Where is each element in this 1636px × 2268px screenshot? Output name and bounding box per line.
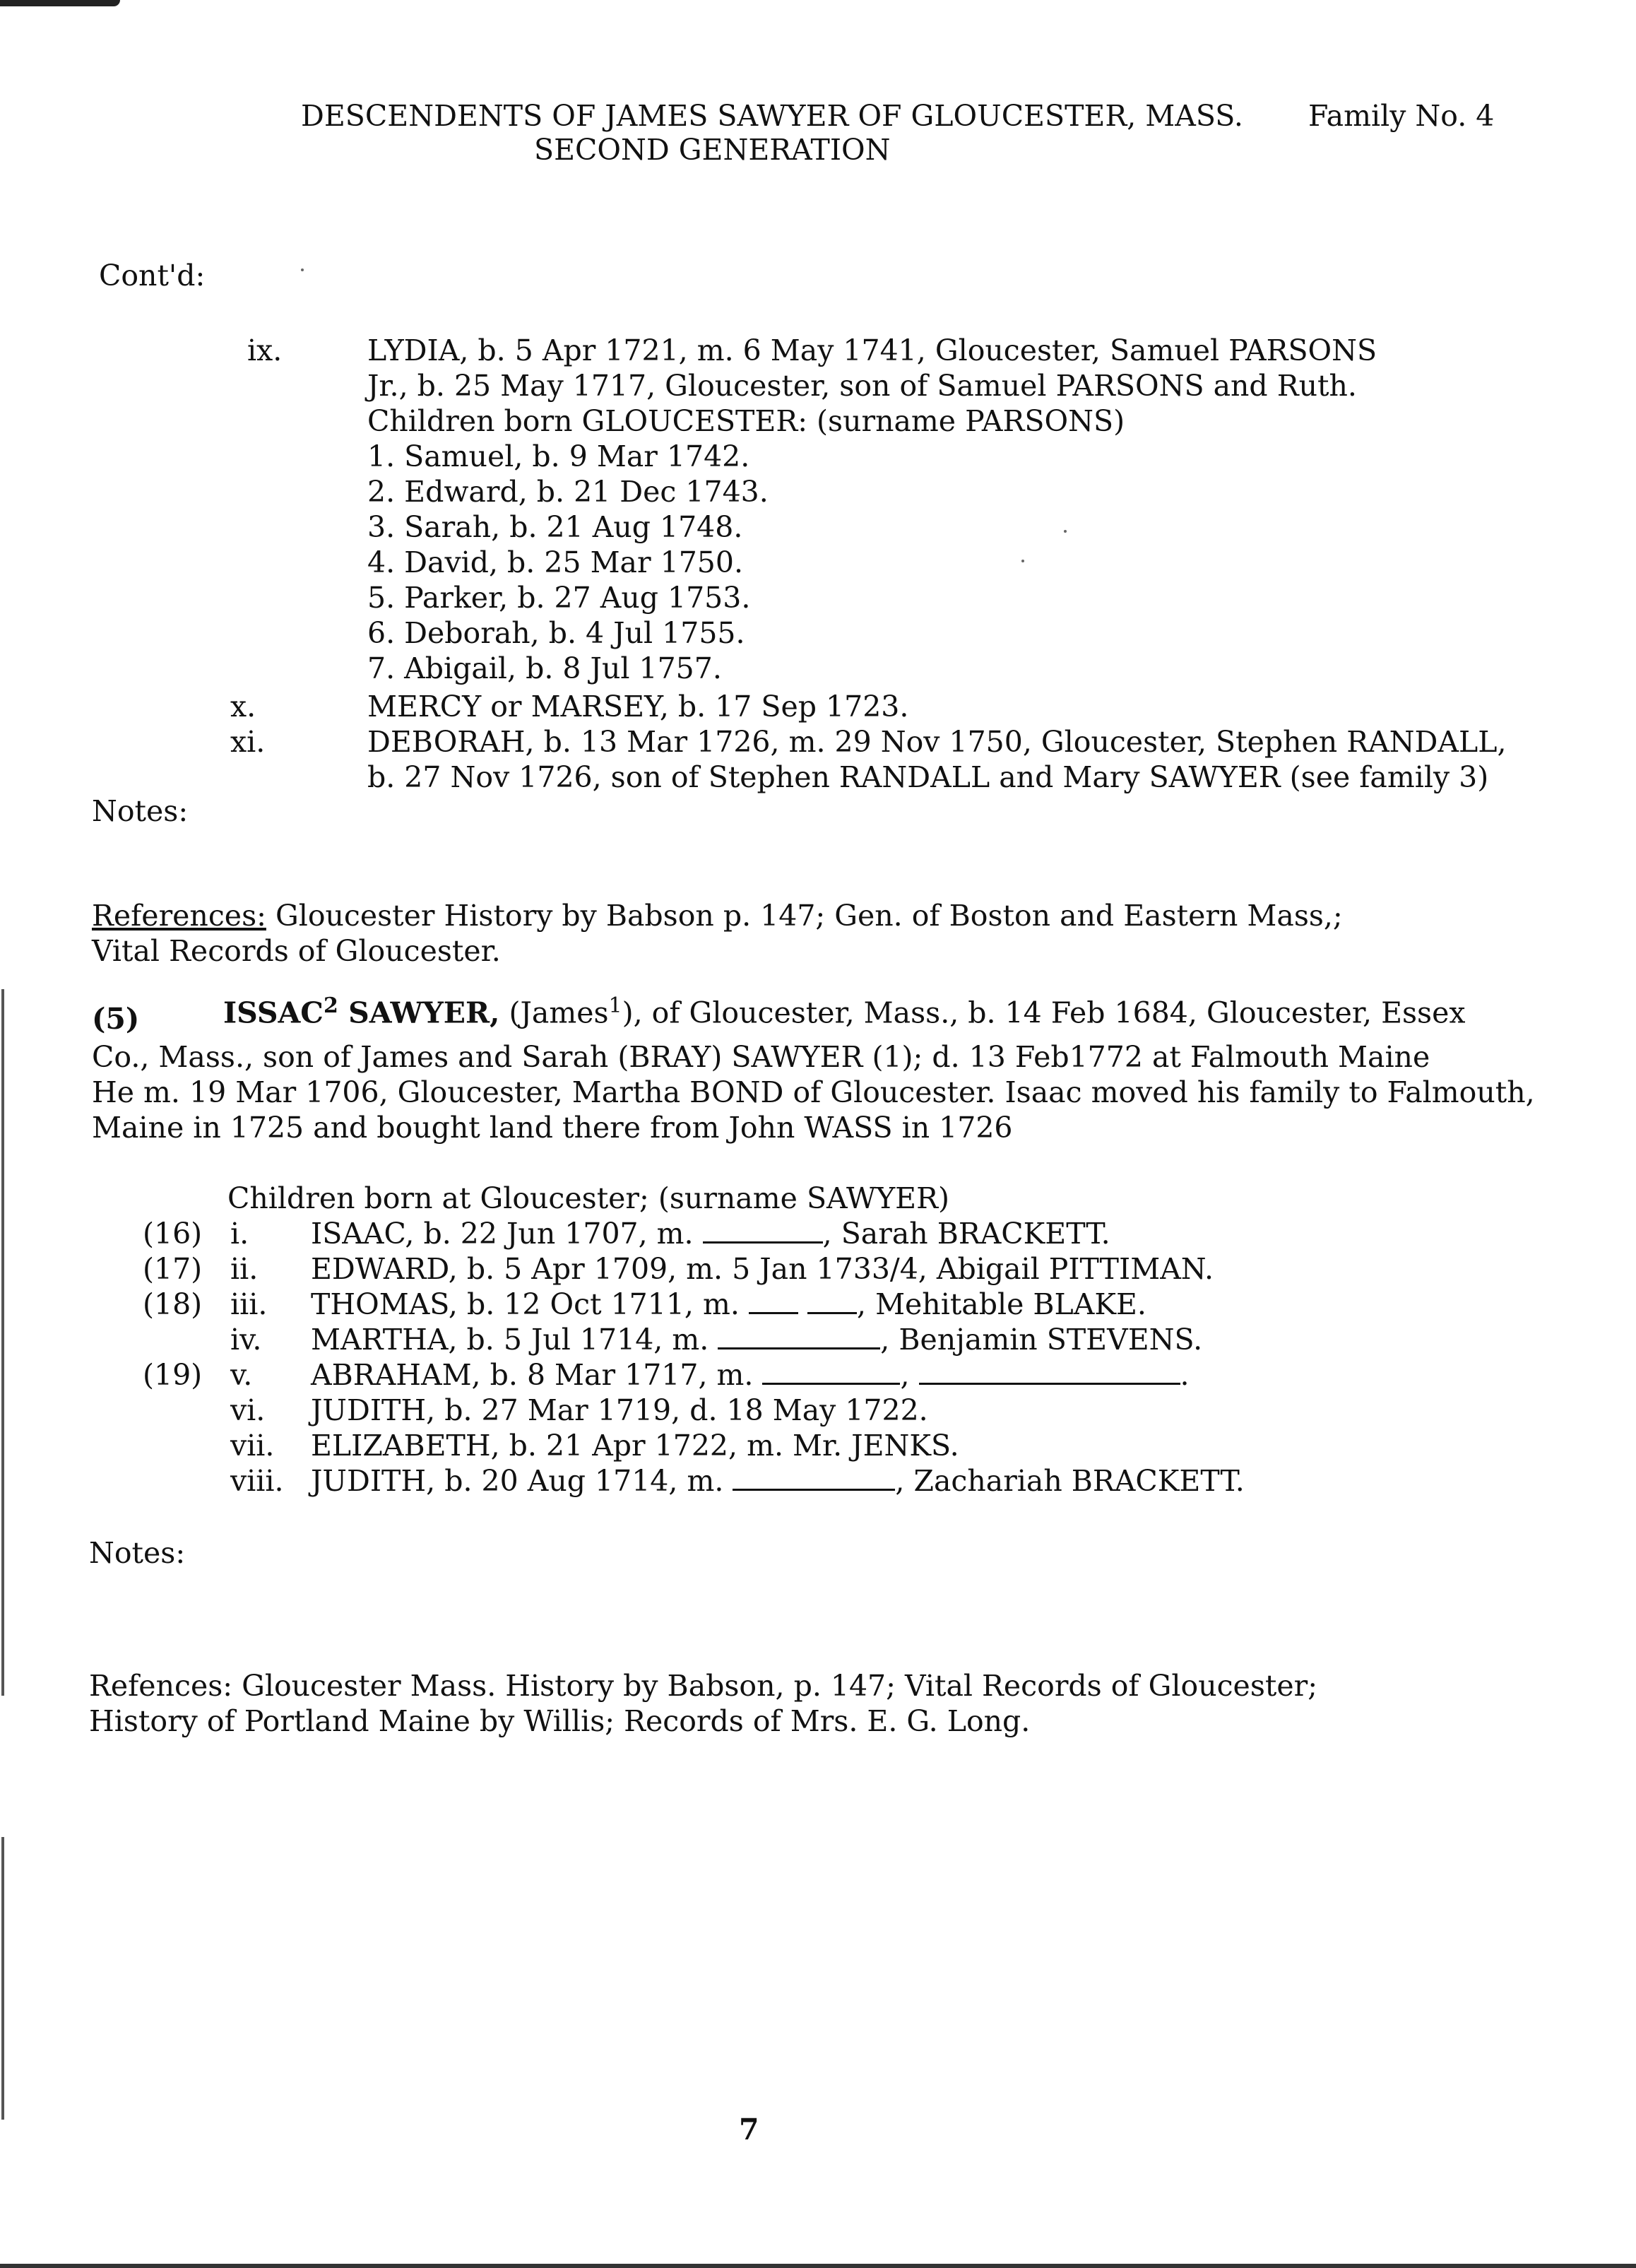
blank-line [762, 1360, 900, 1385]
parent-text: (James [509, 996, 609, 1030]
entry-line: DEBORAH, b. 13 Mar 1726, m. 29 Nov 1750, Gloucester, Stephen RANDALL, [367, 725, 1507, 759]
person-line: Maine in 1725 and bought land there from John WASS in 1726 [92, 1111, 1013, 1145]
parent-sup: 1 [608, 993, 622, 1018]
page-subtitle: SECOND GENERATION [534, 133, 891, 167]
references [92, 899, 1343, 933]
entry-line: Children born GLOUCESTER: (surname PARSONS) [367, 404, 1125, 438]
person-name: ISSAC [223, 996, 324, 1030]
children-header: Children born at Gloucester; (surname SAWYER) [227, 1181, 949, 1215]
child-text: ISAAC, b. 22 Jun 1707, m. [311, 1217, 703, 1251]
child-line: 7. Abigail, b. 8 Jul 1757. [367, 651, 722, 685]
scan-left-edge [1, 989, 4, 1696]
child-ref: (16) [143, 1217, 203, 1251]
child-line: 2. Edward, b. 21 Dec 1743. [367, 475, 769, 509]
scan-bottom-edge [0, 2264, 1636, 2268]
child-ref: (17) [143, 1252, 203, 1286]
child-line: ELIZABETH, b. 21 Apr 1722, m. Mr. JENKS. [311, 1429, 959, 1463]
scan-speck [1021, 560, 1024, 562]
entry-line: MERCY or MARSEY, b. 17 Sep 1723. [367, 690, 909, 723]
child-number: vii. [230, 1429, 275, 1463]
child-line: ABRAHAM, b. 8 Mar 1717, m. , . [311, 1358, 1190, 1392]
notes-label: Notes: [89, 1536, 186, 1570]
entry-line: b. 27 Nov 1726, son of Stephen RANDALL and Mary SAWYER (see family 3) [367, 760, 1489, 794]
blank-line [703, 1219, 823, 1244]
entry-line: Jr., b. 25 May 1717, Gloucester, son of Samuel PARSONS and Ruth. [367, 369, 1357, 403]
entry-number: xi. [230, 725, 266, 759]
person-surname: SAWYER, [338, 996, 500, 1030]
entry-line: LYDIA, b. 5 Apr 1721, m. 6 May 1741, Gloucester, Samuel PARSONS [367, 333, 1377, 367]
child-text: JUDITH, b. 20 Aug 1714, m. [311, 1464, 733, 1498]
person-heading [223, 993, 1465, 1031]
child-number: iii. [230, 1287, 268, 1321]
child-number: iv. [230, 1323, 262, 1357]
references-text: Gloucester History by Babson p. 147; Gen. of Boston and Eastern Mass,; [266, 899, 1343, 933]
blank-line [749, 1289, 798, 1314]
child-text: MARTHA, b. 5 Jul 1714, m. [311, 1323, 718, 1357]
scan-speck [301, 268, 304, 271]
blank-line [919, 1360, 1180, 1385]
scan-left-edge-lower [1, 1837, 4, 2120]
child-line: 3. Sarah, b. 21 Aug 1748. [367, 510, 743, 544]
child-line: 6. Deborah, b. 4 Jul 1755. [367, 616, 745, 650]
contd-label: Cont'd: [99, 259, 206, 293]
child-text: , Sarah BRACKETT. [822, 1217, 1110, 1251]
child-ref: (18) [143, 1287, 203, 1321]
child-number: ii. [230, 1252, 259, 1286]
page-title: DESCENDENTS OF JAMES SAWYER OF GLOUCESTER, MASS. [301, 99, 1243, 133]
child-text: ABRAHAM, b. 8 Mar 1717, m. [311, 1358, 763, 1392]
person-line: Co., Mass., son of James and Sarah (BRAY) SAWYER (1); d. 13 Feb1772 at Falmouth Maine [92, 1040, 1430, 1074]
child-text: THOMAS, b. 12 Oct 1711, m. [311, 1287, 749, 1321]
child-text: , [900, 1358, 919, 1392]
child-line: 1. Samuel, b. 9 Mar 1742. [367, 439, 750, 473]
child-number: v. [230, 1358, 253, 1392]
child-number: viii. [230, 1464, 284, 1498]
blank-line [807, 1289, 857, 1314]
references-line: Refences: Gloucester Mass. History by Babson, p. 147; Vital Records of Gloucester; [89, 1669, 1318, 1703]
child-line: 4. David, b. 25 Mar 1750. [367, 545, 743, 579]
child-number: i. [230, 1217, 249, 1251]
family-number: Family No. 4 [1308, 99, 1495, 133]
person-number: (5) [92, 1002, 140, 1036]
child-line: 5. Parker, b. 27 Aug 1753. [367, 581, 751, 615]
child-line: JUDITH, b. 27 Mar 1719, d. 18 May 1722. [311, 1393, 928, 1427]
child-line [311, 1323, 1202, 1357]
references-label: References: [92, 899, 266, 933]
child-text: , Mehitable BLAKE. [857, 1287, 1146, 1321]
child-text: , Zachariah BRACKETT. [895, 1464, 1245, 1498]
blank-line [718, 1325, 880, 1349]
child-line: EDWARD, b. 5 Apr 1709, m. 5 Jan 1733/4, Abigail PITTIMAN. [311, 1252, 1214, 1286]
child-line [311, 1287, 1146, 1322]
blank-line [733, 1466, 895, 1491]
references-line: Vital Records of Gloucester. [92, 934, 501, 968]
person-line1-rest: ), of Gloucester, Mass., b. 14 Feb 1684, Gloucester, Essex [622, 996, 1466, 1030]
notes-label: Notes: [92, 794, 189, 828]
child-text: , Benjamin STEVENS. [880, 1323, 1203, 1357]
generation-sup: 2 [323, 993, 338, 1018]
person-line: He m. 19 Mar 1706, Gloucester, Martha BOND of Gloucester. Isaac moved his family to Falmouth, [92, 1075, 1535, 1109]
child-number: vi. [230, 1393, 266, 1427]
child-line [311, 1217, 1110, 1251]
entry-number: ix. [247, 333, 283, 367]
child-ref: (19) [143, 1358, 203, 1392]
scan-corner-mark [0, 0, 120, 6]
scan-speck [1064, 530, 1067, 533]
page-number: 7 [739, 2113, 759, 2146]
entry-number: x. [230, 690, 256, 723]
references-line: History of Portland Maine by Willis; Records of Mrs. E. G. Long. [89, 1704, 1031, 1738]
child-line [311, 1464, 1245, 1499]
